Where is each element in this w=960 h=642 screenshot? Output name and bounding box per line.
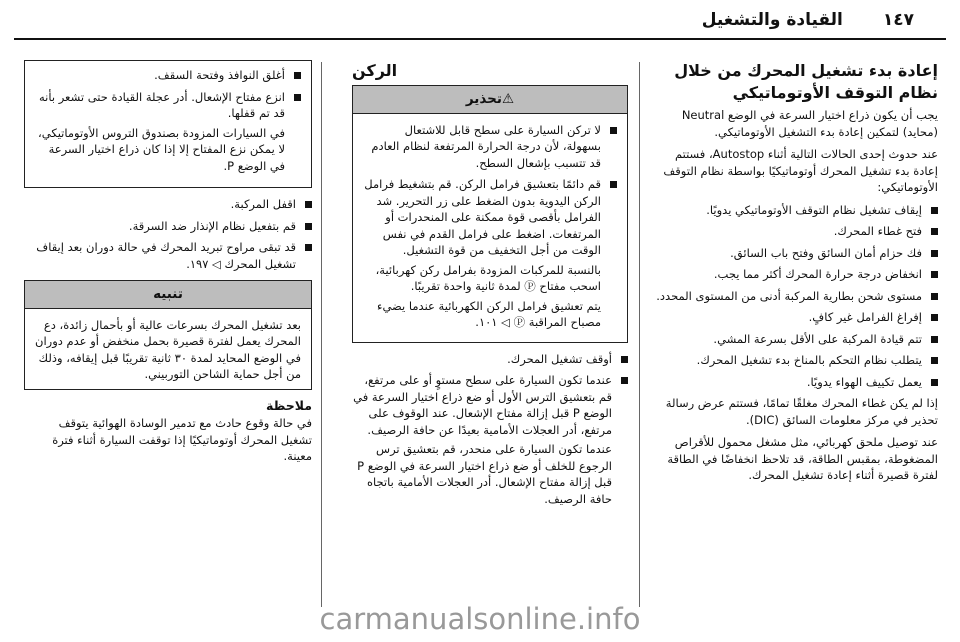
autostart-title: إعادة بدء تشغيل المحرك من خلال نظام التوقف الأوتوماتيكي <box>674 61 938 102</box>
list-item: يعمل تكييف الهواء يدويًا. <box>650 374 938 391</box>
caution-text: بعد تشغيل المحرك بسرعات عالية أو بأحمال زائدة، دع المحرك يعمل لفترة قصيرة بحمل منخفض أو عدم دوران في الوضع المحايد لمدة ٣٠ ثانية تقريبًا قبل إيقافه، وذلك من أجل حماية الشاحن التوربيني. <box>35 317 301 381</box>
caution-box <box>24 280 312 390</box>
bullet-square-icon <box>305 244 312 251</box>
list-item: قم دائمًا بتعشيق فرامل الركن. قم بتشغيط فرامل الركن اليدوية بدون الضغط على زر التحرير. شد الفرامل بأقصى قوة ممكنة على المنحدرات أو المرتفعات. اضغط على فرامل القدم في نفس الوقت من أجل التخفيف من قوة التشغيل. بالنسبة للمركبات المزودة بفرامل ركن كهربائية، اسحب مفتاح Ⓟ لمدة ثانية واحدة تقريبًا. يتم تعشيق فرامل الركن الكهربائية عندما يضيء مصباح المراقبة Ⓟ ◁ ١٠١. <box>363 176 617 331</box>
list-item: انزع مفتاح الإشعال. أدر عجلة القيادة حتى تشعر بأنه قد تم قفلها. في السيارات المزودة بصندوق التروس الأوتوماتيكي، لا يمكن نزع المفتاح إلا إذا كان ذراع اختيار السرعة في الوضع P. <box>35 89 301 175</box>
steps-box <box>24 60 312 188</box>
list-item: إفراغ الفرامل غير كافٍ. <box>650 309 938 326</box>
page-header <box>662 10 914 30</box>
list-item: فتح غطاء المحرك. <box>650 223 938 240</box>
warning-list <box>363 122 617 331</box>
note-title: ملاحظة <box>266 397 312 413</box>
list-item: أوقف تشغيل المحرك. <box>352 351 628 368</box>
header-rule <box>14 38 946 40</box>
page-number: ١٤٧ <box>882 10 914 30</box>
parking-steps-list <box>352 351 628 508</box>
bullet-square-icon <box>305 201 312 208</box>
bullet-square-icon <box>931 336 938 343</box>
autostart-conditions-intro: عند حدوث إحدى الحالات التالية أثناء Autostop، فستتم إعادة بدء تشغيل المحرك أوتوماتيكيًا بواسطة نظام التوقف الأوتوماتيكي: <box>663 147 938 194</box>
bullet-square-icon <box>931 271 938 278</box>
parking-column <box>352 60 628 512</box>
bullet-square-icon <box>931 314 938 321</box>
column-divider-right <box>639 62 640 607</box>
bullet-square-icon <box>294 72 301 79</box>
bullet-square-icon <box>610 127 617 134</box>
list-item: تتم قيادة المركبة على الأقل بسرعة المشي. <box>650 331 938 348</box>
left-steps-list <box>24 196 312 272</box>
list-item: لا تركن السيارة على سطح قابل للاشتعال بسهولة، لأن درجة الحرارة المرتفعة لنظام العادم قد تتسبب بإشعال السطح. <box>363 122 617 172</box>
caution-caption: تنبيه <box>25 281 311 309</box>
bullet-square-icon <box>621 356 628 363</box>
bullet-square-icon <box>931 293 938 300</box>
hood-warning-paragraph: إذا لم يكن غطاء المحرك مغلقًا تمامًا، فستتم عرض رسالة تحذير في مركز معلومات السائق (DIC). <box>665 396 938 427</box>
warning-box <box>352 85 628 343</box>
warning-caption: ⚠تحذير <box>353 86 627 114</box>
bullet-square-icon <box>931 250 938 257</box>
list-item: إيقاف تشغيل نظام التوقف الأوتوماتيكي يدويًا. <box>650 202 938 219</box>
list-item: أغلق النوافذ وفتحة السقف. <box>35 67 301 84</box>
list-item: قد تبقى مراوح تبريد المحرك في حالة دوران بعد إيقاف تشغيل المحرك ◁ ١٩٧. <box>24 239 312 272</box>
list-item: يتطلب نظام التحكم بالمناخ بدء تشغيل المحرك. <box>650 352 938 369</box>
list-item: مستوى شحن بطارية المركبة أدنى من المستوى المحدد. <box>650 288 938 305</box>
watermark: carmanualsonline.info <box>319 602 641 636</box>
list-item: فك حزام أمان السائق وفتح باب السائق. <box>650 245 938 262</box>
bullet-square-icon <box>931 357 938 364</box>
note-text: في حالة وقوع حادث مع تدمير الوسادة الهوائية يتوقف تشغيل المحرك أوتوماتيكيًا إذا توقفت السيارة أثناء فترة معينة. <box>52 416 312 463</box>
section-title: القيادة والتشغيل <box>701 10 843 30</box>
list-item: انخفاض درجة حرارة المحرك أكثر مما يجب. <box>650 266 938 283</box>
bullet-square-icon <box>621 377 628 384</box>
autostart-column <box>650 60 938 490</box>
list-item: عندما تكون السيارة على سطح مستوٍ أو على مرتفع، قم بتعشيق الترس الأول أو ضع ذراع اختيار السرعة في الوضع P قبل إزالة مفتاح الإشعال. عند الوقوف على مرتفع، أدر العجلات الأمامية بعيدًا عن حافة الرصيف. عندما تكون السيارة على منحدر، قم بتعشيق ترس الرجوع للخلف أو ضع ذراع اختيار السرعة في الوضع P قبل إزالة مفتاح الإشعال. أدر العجلات الأمامية باتجاه حافة الرصيف. <box>352 372 628 507</box>
power-outlet-paragraph: عند توصيل ملحق كهربائي، مثل مشغل محمول للأقراص المضغوطة، بمقبس الطاقة، قد تلاحظ انخفاضًا في الطاقة لفترة قصيرة أثناء إعادة تشغيل المحرك. <box>667 435 938 482</box>
list-item: اقفل المركبة. <box>24 196 312 213</box>
bullet-square-icon <box>610 181 617 188</box>
bullet-square-icon <box>931 379 938 386</box>
autostart-conditions-list <box>650 202 938 391</box>
bullet-square-icon <box>931 228 938 235</box>
bullet-square-icon <box>305 223 312 230</box>
column-divider-left <box>321 62 322 607</box>
bullet-square-icon <box>294 94 301 101</box>
parking-title: الركن <box>352 61 398 80</box>
autostart-intro: يجب أن يكون ذراع اختيار السرعة في الوضع Neutral (محايد) لتمكين إعادة بدء التشغيل الأوتوماتيكي. <box>681 108 938 139</box>
list-item: قم بتفعيل نظام الإنذار ضد السرقة. <box>24 218 312 235</box>
bullet-square-icon <box>931 207 938 214</box>
automatic-gearbox-note: في السيارات المزودة بصندوق التروس الأوتوماتيكي، لا يمكن نزع المفتاح إلا إذا كان ذراع اختيار السرعة في الوضع P. <box>38 125 285 173</box>
parking-continued-column <box>24 60 312 471</box>
